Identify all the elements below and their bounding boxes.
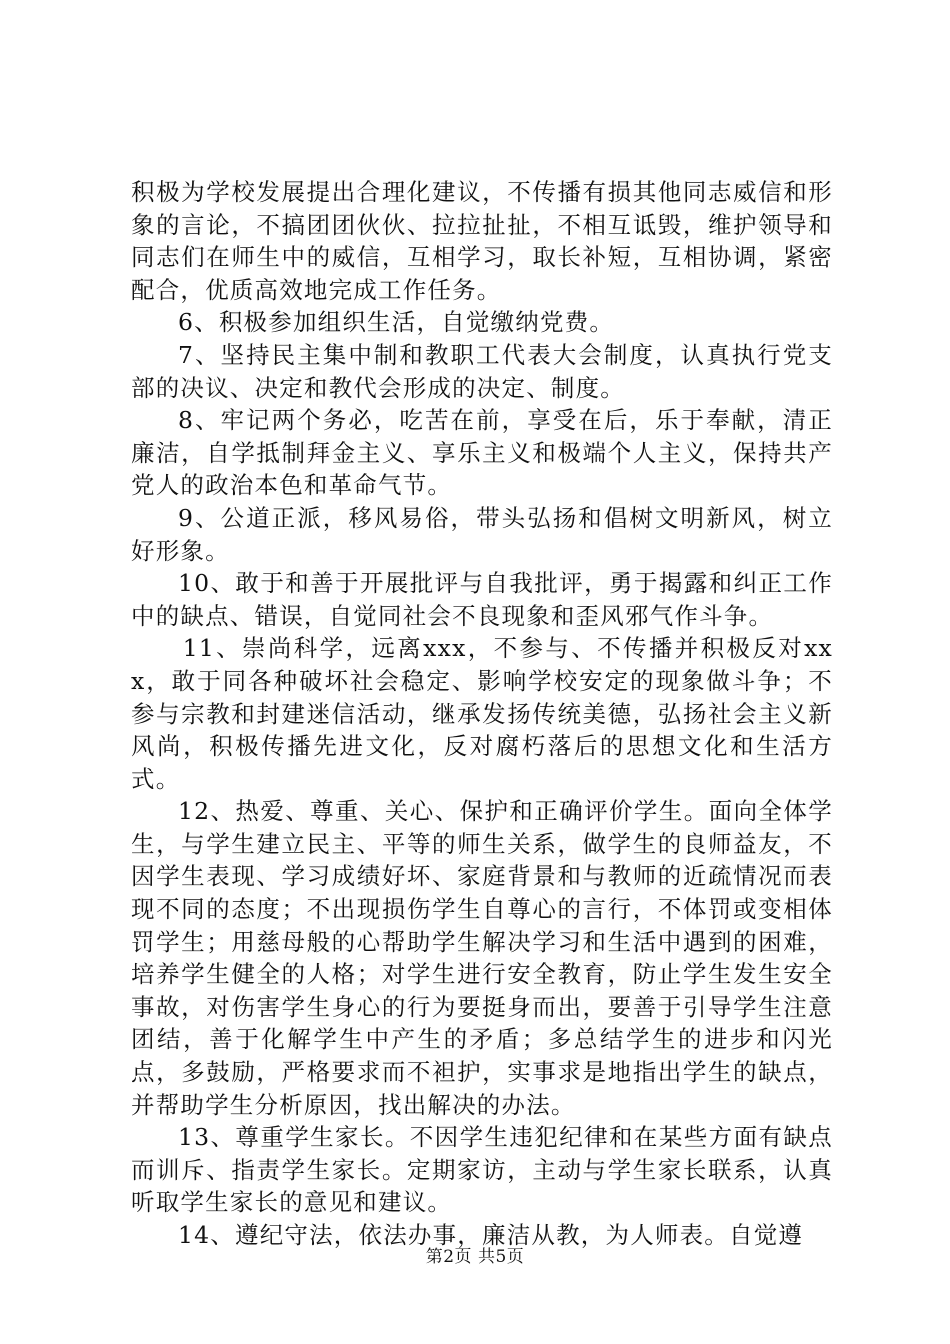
paragraph-item-7: 7、坚持民主集中制和教职工代表大会制度，认真执行党支部的决议、决定和教代会形成的决定、制度。: [131, 340, 833, 402]
paragraph-item-13: 13、尊重学生家长。不因学生违犯纪律和在某些方面有缺点而训斥、指责学生家长。定期家访，主动与学生家长联系，认真听取学生家长的意见和建议。: [131, 1123, 833, 1217]
paragraph-item-6: 6、积极参加组织生活，自觉缴纳党费。: [178, 308, 615, 337]
document-body: [131, 176, 833, 1252]
paragraph-item-8: 8、牢记两个务必，吃苦在前，享受在后，乐于奉献，清正廉洁，自学抵制拜金主义、享乐主义和极端个人主义，保持共产党人的政治本色和革命气节。: [131, 406, 833, 500]
paragraph-continuation: 积极为学校发展提出合理化建议，不传播有损其他同志威信和形象的言论，不搞团团伙伙、拉拉扯扯，不相互诋毁，维护领导和同志们在师生中的威信，互相学习，取长补短，互相协调，紧密配合，优质高效地完成工作任务。: [131, 178, 833, 304]
paragraph-item-14: 14、遵纪守法，依法办事，廉洁从教，为人师表。自觉遵: [178, 1221, 804, 1249]
paragraph-item-9: 9、公道正派，移风易俗，带头弘扬和倡树文明新风，树立好形象。: [131, 503, 833, 565]
paragraph-item-10: 10、敢于和善于开展批评与自我批评，勇于揭露和纠正工作中的缺点、错误，自觉同社会不良现象和歪风邪气作斗争。: [131, 569, 833, 630]
paragraph-item-12: 12、热爱、尊重、关心、保护和正确评价学生。面向全体学生，与学生建立民主、平等的师生关系，做学生的良师益友，不因学生表现、学习成绩好坏、家庭背景和与教师的近疏情况而表现不同的态度；不出现损伤学生自尊心的言行，不体罚或变相体罚学生；用慈母般的心帮助学生解决学习和生活中遇到的困难，培养学生健全的人格；对学生进行安全教育，防止学生发生安全事故，对伤害学生身心的行为要挺身而出，要善于引导学生注意团结，善于化解学生中产生的矛盾；多总结学生的进步和闪光点，多鼓励，严格要求而不袒护，实事求是地指出学生的缺点，并帮助学生分析原因，找出解决的办法。: [131, 797, 833, 1119]
paragraph-item-11: 11、崇尚科学，远离xxx，不参与、不传播并积极反对xxx，敢于同各种破坏社会稳定、影响学校安定的现象做斗争；不参与宗教和封建迷信活动，继承发扬传统美德，弘扬社会主义新风尚，积极传播先进文化，反对腐朽落后的思想文化和生活方式。: [131, 634, 833, 793]
page-number-footer: 第2页 共5页: [425, 1247, 525, 1267]
